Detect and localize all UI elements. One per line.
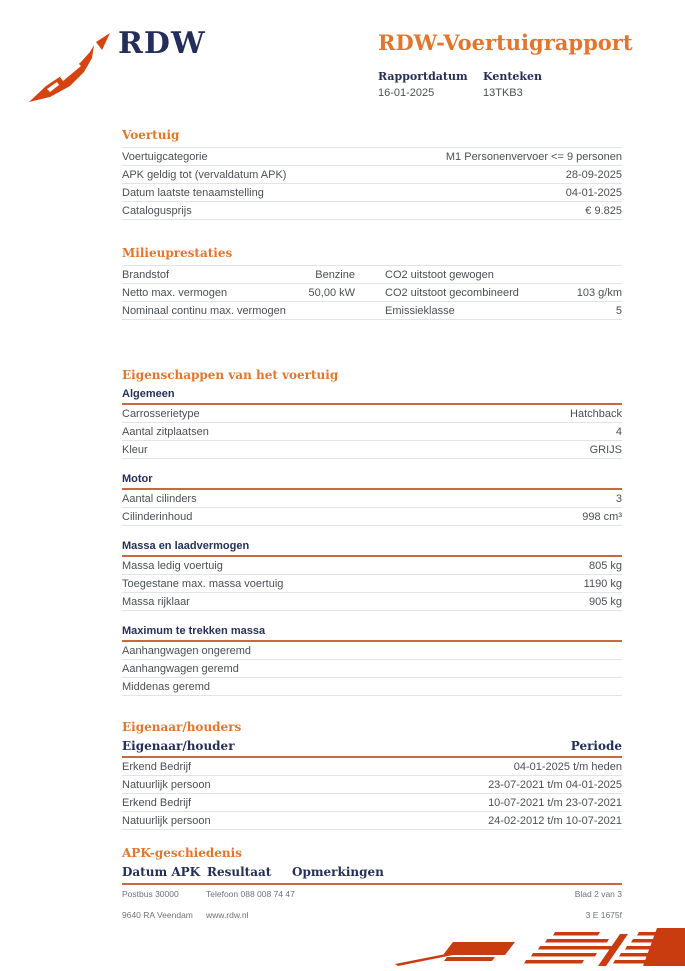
row-value: 905 kg bbox=[588, 595, 622, 608]
page-footer bbox=[122, 889, 622, 931]
row-value: Benzine bbox=[315, 268, 355, 281]
table-row bbox=[122, 678, 622, 696]
row-value: 28-09-2025 bbox=[565, 168, 622, 181]
section-eigenschappen bbox=[122, 368, 622, 696]
table-row bbox=[122, 302, 622, 320]
rdw-logo-text: RDW bbox=[118, 26, 206, 61]
column-header-resultaat: Resultaat bbox=[207, 865, 272, 879]
table-row bbox=[122, 660, 622, 678]
row-label: Carrosserietype bbox=[122, 407, 200, 420]
rdw-stripes-icon bbox=[395, 928, 685, 971]
milieu-table bbox=[122, 265, 622, 320]
table-row bbox=[122, 812, 622, 830]
table-row bbox=[122, 405, 622, 423]
footer-phone: Telefoon 088 008 74 47 bbox=[206, 889, 295, 899]
rdw-wing-icon bbox=[26, 30, 114, 111]
period-cell: 04-01-2025 t/m heden bbox=[513, 760, 622, 773]
section-title-voertuig: Voertuig bbox=[122, 128, 180, 142]
footer-website: www.rdw.nl bbox=[206, 910, 249, 920]
row-value: Hatchback bbox=[570, 407, 622, 420]
report-date-value: 16-01-2025 bbox=[378, 87, 435, 99]
trekken-table bbox=[122, 642, 622, 696]
owner-cell: Erkend Bedrijf bbox=[122, 760, 192, 773]
row-label: CO2 uitstoot gecombineerd bbox=[385, 286, 519, 299]
period-cell: 10-07-2021 t/m 23-07-2021 bbox=[488, 796, 622, 809]
group-title: Massa en laadvermogen bbox=[122, 540, 622, 557]
column-header-datum-apk: Datum APK bbox=[122, 865, 201, 879]
row-label: Brandstof bbox=[122, 268, 170, 281]
owners-table-header bbox=[122, 739, 622, 758]
page-title: RDW-Voertuigrapport bbox=[378, 30, 633, 55]
row-label: Aantal zitplaatsen bbox=[122, 425, 209, 438]
table-row bbox=[122, 148, 622, 166]
column-header-opmerkingen: Opmerkingen bbox=[292, 865, 384, 879]
row-label: Toegestane max. massa voertuig bbox=[122, 577, 284, 590]
group-motor bbox=[122, 473, 622, 526]
table-row bbox=[122, 593, 622, 611]
period-cell: 23-07-2021 t/m 04-01-2025 bbox=[488, 778, 622, 791]
footer-line-2 bbox=[122, 910, 622, 920]
row-value: 998 cm³ bbox=[582, 510, 622, 523]
row-value: 5 bbox=[615, 304, 622, 317]
row-label: Aanhangwagen geremd bbox=[122, 662, 239, 675]
row-label: Catalogusprijs bbox=[122, 204, 192, 217]
row-label: Voertuigcategorie bbox=[122, 150, 208, 163]
section-title-eigenschappen: Eigenschappen van het voertuig bbox=[122, 368, 339, 382]
kenteken-block bbox=[483, 70, 588, 99]
table-row bbox=[122, 441, 622, 459]
row-label: Middenas geremd bbox=[122, 680, 211, 693]
table-row bbox=[122, 184, 622, 202]
report-meta bbox=[378, 70, 624, 99]
section-milieu bbox=[122, 246, 622, 320]
column-header-owner: Eigenaar/houder bbox=[122, 739, 235, 753]
owner-cell: Natuurlijk persoon bbox=[122, 778, 211, 791]
row-value: 04-01-2025 bbox=[565, 186, 622, 199]
section-apk bbox=[122, 846, 622, 885]
owner-cell: Erkend Bedrijf bbox=[122, 796, 192, 809]
row-label: Massa ledig voertuig bbox=[122, 559, 223, 572]
row-label: Massa rijklaar bbox=[122, 595, 190, 608]
group-title: Algemeen bbox=[122, 388, 622, 405]
period-cell: 24-02-2012 t/m 10-07-2021 bbox=[488, 814, 622, 827]
section-eigenaren bbox=[122, 720, 622, 830]
group-algemeen bbox=[122, 388, 622, 459]
owners-table bbox=[122, 758, 622, 830]
kenteken-value: 13TKB3 bbox=[483, 87, 523, 99]
row-label: Emissieklasse bbox=[385, 304, 455, 317]
footer-address-1: Postbus 30000 bbox=[122, 889, 179, 899]
owner-cell: Natuurlijk persoon bbox=[122, 814, 211, 827]
row-value: 50,00 kW bbox=[308, 286, 355, 299]
row-value: 103 g/km bbox=[576, 286, 622, 299]
massa-table bbox=[122, 557, 622, 611]
row-label: CO2 uitstoot gewogen bbox=[385, 268, 494, 281]
column-header-period: Periode bbox=[570, 739, 622, 753]
section-title-eigenaren: Eigenaar/houders bbox=[122, 720, 242, 734]
table-row bbox=[122, 642, 622, 660]
algemeen-table bbox=[122, 405, 622, 459]
table-row bbox=[122, 166, 622, 184]
apk-table-header bbox=[122, 865, 622, 885]
table-row bbox=[122, 284, 622, 302]
kenteken-label: Kenteken bbox=[483, 70, 543, 83]
table-row bbox=[122, 557, 622, 575]
table-row bbox=[122, 266, 622, 284]
row-label: Aanhangwagen ongeremd bbox=[122, 644, 252, 657]
footer-line-1 bbox=[122, 889, 622, 899]
report-date-block bbox=[378, 70, 483, 99]
group-trekken bbox=[122, 625, 622, 696]
footer-address-2: 9640 RA Veendam bbox=[122, 910, 193, 920]
row-label: Kleur bbox=[122, 443, 148, 456]
row-value: GRIJS bbox=[589, 443, 622, 456]
voertuig-table bbox=[122, 147, 622, 220]
row-value: 1190 kg bbox=[583, 577, 622, 590]
table-row bbox=[122, 423, 622, 441]
group-title: Maximum te trekken massa bbox=[122, 625, 622, 642]
footer-page-number: Blad 2 van 3 bbox=[574, 889, 622, 899]
section-title-milieu: Milieuprestaties bbox=[122, 246, 233, 260]
table-row bbox=[122, 794, 622, 812]
row-label: Datum laatste tenaamstelling bbox=[122, 186, 264, 199]
table-row bbox=[122, 508, 622, 526]
section-title-apk: APK-geschiedenis bbox=[122, 846, 242, 860]
row-value: 3 bbox=[615, 492, 622, 505]
section-voertuig bbox=[122, 128, 622, 220]
table-row bbox=[122, 202, 622, 220]
report-header bbox=[378, 30, 633, 99]
report-body bbox=[122, 128, 622, 885]
table-row bbox=[122, 490, 622, 508]
row-label: APK geldig tot (vervaldatum APK) bbox=[122, 168, 287, 181]
row-label: Aantal cilinders bbox=[122, 492, 197, 505]
row-value: 805 kg bbox=[588, 559, 622, 572]
motor-table bbox=[122, 490, 622, 526]
table-row bbox=[122, 575, 622, 593]
footer-doc-code: 3 E 1675f bbox=[585, 910, 622, 920]
group-massa bbox=[122, 540, 622, 611]
row-value: 4 bbox=[615, 425, 622, 438]
table-row bbox=[122, 776, 622, 794]
row-value: € 9.825 bbox=[585, 204, 622, 217]
table-row bbox=[122, 758, 622, 776]
row-label: Netto max. vermogen bbox=[122, 286, 228, 299]
group-title: Motor bbox=[122, 473, 622, 490]
row-label: Nominaal continu max. vermogen bbox=[122, 304, 286, 317]
row-label: Cilinderinhoud bbox=[122, 510, 193, 523]
report-date-label: Rapportdatum bbox=[378, 70, 468, 83]
row-value: M1 Personenvervoer <= 9 personen bbox=[445, 150, 622, 163]
